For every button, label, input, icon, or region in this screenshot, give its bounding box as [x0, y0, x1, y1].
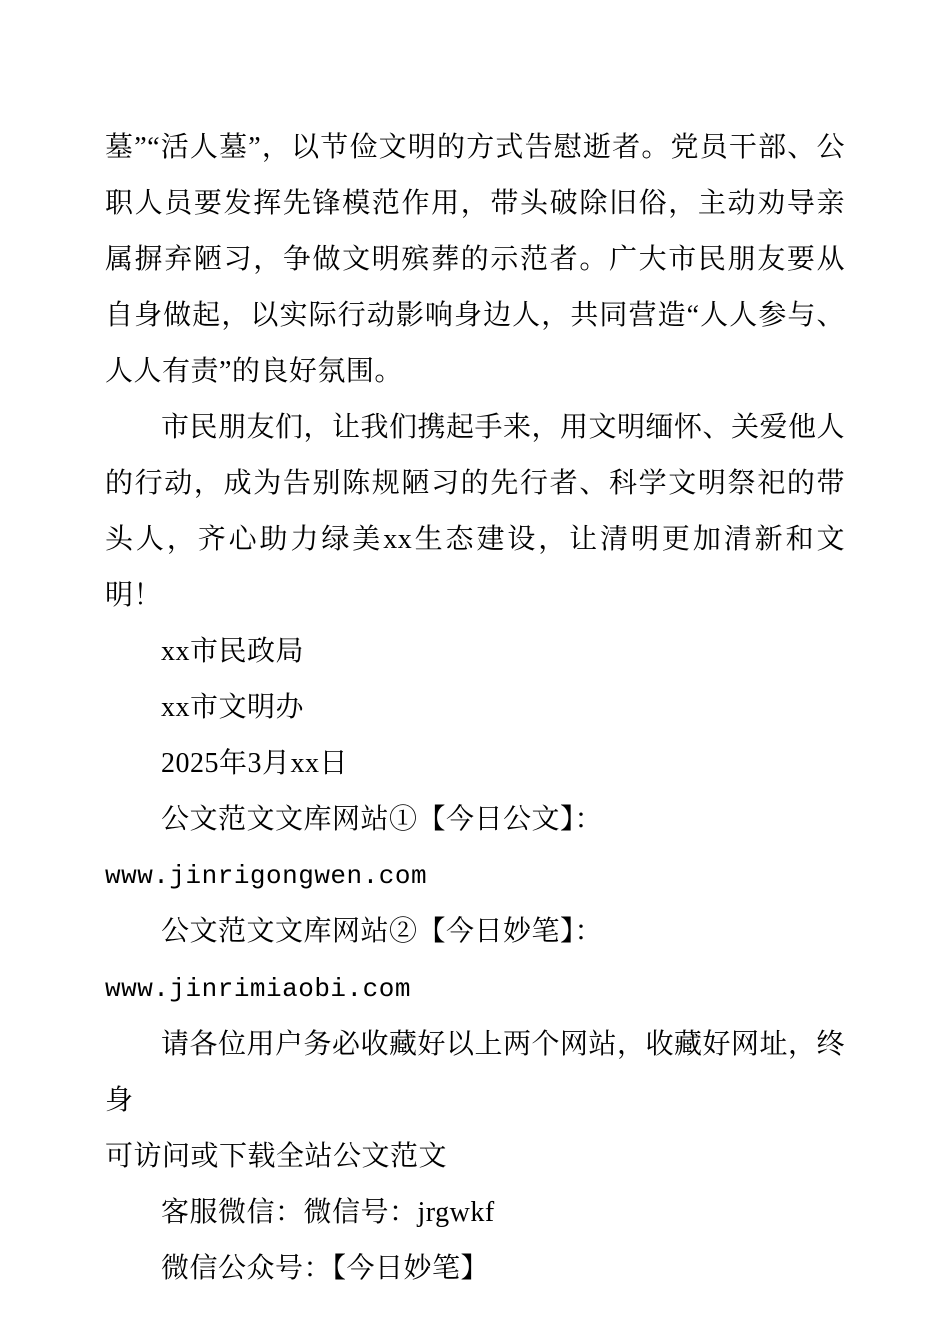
document-body [105, 120, 845, 1297]
promo-site-two [105, 904, 845, 1017]
paragraph-funeral-reform: 墓”“活人墓”，以节俭文明的方式告慰逝者。党员干部、公职人员要发挥先锋模范作用，带头破除旧俗，主动劝导亲属摒弃陋习，争做文明殡葬的示范者。广大市民朋友要从自身做起，以实际行动影响身边人，共同营造“人人参与、人人有责”的良好氛围。 [105, 132, 845, 387]
promo-site-one [105, 792, 845, 848]
signature-civilization-office: xx市文明办 [161, 692, 305, 723]
paragraph-call-to-action: 市民朋友们，让我们携起手来，用文明缅怀、关爱他人的行动，成为告别陈规陋习的先行者、科学文明祭祀的带头人，齐心助力绿美xx生态建设，让清明更加清新和文明！ [105, 412, 846, 611]
promo-site-two-label: 公文范文文库网站②【今日妙笔】： [161, 916, 604, 947]
promo-notice-line-2: 可访问或下载全站公文范文 [105, 1141, 448, 1172]
promo-site-two-url[interactable]: www.jinrimiaobi.com [105, 974, 411, 1004]
signature-civil-affairs-bureau: xx市民政局 [161, 636, 305, 667]
promo-site-one-label: 公文范文文库网站①【今日公文】： [161, 804, 604, 835]
signature-date: 2025年3月xx日 [161, 748, 349, 779]
promo-official-account: 微信公众号：【今日妙笔】 [161, 1253, 490, 1284]
promo-service-wechat: 客服微信：微信号：jrgwkf [161, 1197, 495, 1228]
promo-site-one-url[interactable]: www.jinrigongwen.com [105, 861, 428, 891]
promo-notice-line-1: 请各位用户务必收藏好以上两个网站，收藏好网址，终身 [105, 1029, 846, 1116]
